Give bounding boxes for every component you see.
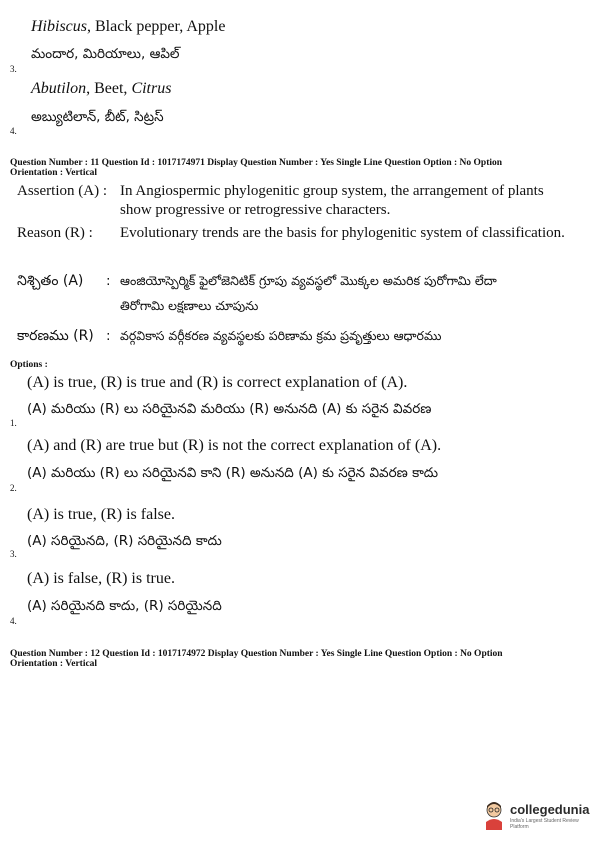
prev-option-4-number: 4. bbox=[10, 126, 17, 136]
option-3-telugu: (A) సరియైనది, (R) సరియైనది కాదు bbox=[27, 533, 222, 549]
collegedunia-logo bbox=[480, 798, 590, 834]
option-4-english: (A) is false, (R) is true. bbox=[27, 570, 175, 587]
telugu-reason-text: వర్గవికాస వర్గీకరణ వ్యవస్థలకు పరిణామ క్రమ ప్రవృత్తులు ఆధారము bbox=[120, 328, 442, 343]
option-1-english: (A) is true, (R) is true and (R) is correct explanation of (A). bbox=[27, 374, 408, 391]
prev-option-3-telugu: మందార, మిరియాలు, ఆపిల్ bbox=[31, 46, 180, 62]
student-mascot-icon bbox=[482, 800, 506, 835]
telugu-assertion-colon: : bbox=[106, 273, 111, 289]
option-1-number: 1. bbox=[10, 418, 17, 428]
options-label: Options : bbox=[10, 360, 48, 370]
question-11-header: Question Number : 11 Question Id : 1017174971 Display Question Number : Yes Single Line Question Option : No Option bbox=[10, 158, 503, 168]
question-12-orientation: Orientation : Vertical bbox=[10, 659, 98, 669]
telugu-assertion-line2: తిరోగామి లక్షణాలు చూపును bbox=[120, 298, 259, 313]
assertion-text-line1: In Angiospermic phylogenitic group system, the arrangement of plants bbox=[120, 183, 544, 199]
telugu-reason-label: కారణము (R) bbox=[17, 328, 94, 344]
option-3-number: 3. bbox=[10, 549, 17, 559]
option-4-telugu: (A) సరియైనది కాదు, (R) సరియైనది bbox=[27, 598, 222, 614]
option-3-english: (A) is true, (R) is false. bbox=[27, 506, 175, 523]
option-2-telugu: (A) మరియు (R) లు సరియైనవి కాని (R) అనునది (A) కు సరైన వివరణ కాదు bbox=[27, 465, 438, 481]
option-1-telugu: (A) మరియు (R) లు సరియైనవి మరియు (R) అనునది (A) కు సరైన వివరణ bbox=[27, 401, 432, 417]
question-11-orientation: Orientation : Vertical bbox=[10, 168, 98, 178]
option-2-english: (A) and (R) are true but (R) is not the correct explanation of (A). bbox=[27, 437, 442, 454]
logo-name: collegedunia bbox=[510, 802, 590, 817]
option-4-number: 4. bbox=[10, 616, 17, 626]
reason-label: Reason (R) : bbox=[17, 225, 93, 241]
question-12-header: Question Number : 12 Question Id : 1017174972 Display Question Number : Yes Single Line Question Option : No Option bbox=[10, 649, 503, 659]
telugu-assertion-label: నిశ్చితం (A) bbox=[17, 273, 84, 289]
logo-tagline: India's Largest Student Review Platform bbox=[510, 818, 579, 830]
prev-option-3-english: Hibiscus, Black pepper, Apple bbox=[31, 18, 226, 35]
assertion-label: Assertion (A) : bbox=[17, 183, 107, 199]
prev-option-3-number: 3. bbox=[10, 64, 17, 74]
option-2-number: 2. bbox=[10, 483, 17, 493]
prev-option-4-telugu: అబ్యుటిలాన్, బీట్, సిట్రస్ bbox=[31, 109, 164, 125]
reason-text: Evolutionary trends are the basis for phylogenitic system of classification. bbox=[120, 225, 565, 241]
telugu-assertion-line1: ఆంజియోస్పెర్మిక్ ఫైలోజెనిటిక్ గ్రూపు వ్యవస్థలో మొక్కల అమరిక పురోగామి లేదా bbox=[120, 273, 497, 288]
prev-option-4-english: Abutilon, Beet, Citrus bbox=[31, 80, 172, 97]
telugu-reason-colon: : bbox=[106, 328, 111, 344]
assertion-text-line2: show progressive or retrogressive characters. bbox=[120, 202, 391, 218]
